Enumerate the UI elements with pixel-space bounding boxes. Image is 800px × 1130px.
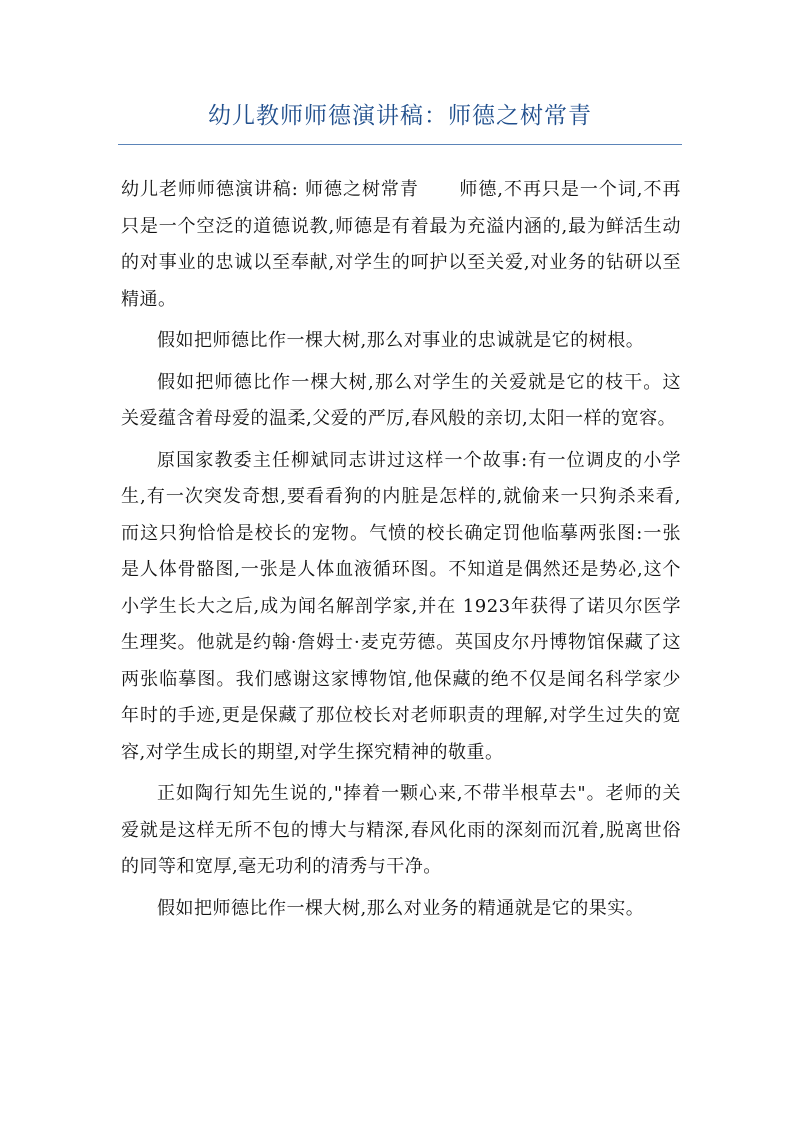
paragraph-1 [121, 172, 681, 318]
paragraph-2: 假如把师德比作一棵大树,那么对事业的忠诚就是它的树根。 [157, 330, 645, 351]
intro-heading: 幼儿老师师德演讲稿: 师德之树常青 [121, 179, 419, 200]
title-underline [118, 144, 682, 145]
paragraph-5: 正如陶行知先生说的,"捧着一颗心来,不带半根草去"。老师的关爱就是这样无所不包的博大与精深,春风化雨的深刻而沉着,脱离世俗的同等和宽厚,毫无功利的清秀与干净。 [121, 783, 681, 877]
paragraph-1-text: 师德,不再只是一个词,不再只是一个空泛的道德说教,师德是有着最为充溢内涵的,最为鲜活生动的对事业的忠诚以至奉献,对学生的呵护以至关爱,对业务的钻研以至精通。 [121, 179, 681, 310]
paragraph-3: 假如把师德比作一棵大树,那么对学生的关爱就是它的枝干。这关爱蕴含着母爱的温柔,父爱的严厉,春风般的亲切,太阳一样的宽容。 [121, 371, 681, 429]
paragraph-6: 假如把师德比作一棵大树,那么对业务的精通就是它的果实。 [157, 897, 645, 919]
paragraph-4: 原国家教委主任柳斌同志讲过这样一个故事:有一位调皮的小学生,有一次突发奇想,要看看狗的内脏是怎样的,就偷来一只狗杀来看,而这只狗恰恰是校长的宠物。气愤的校长确定罚他临摹两张图:一张是人体骨骼图,一张是人体血液循环图。不知道是偶然还是势必,这个小学生长大之后,成为闻名解剖学家,并在 1923年获得了诺贝尔医学生理奖。他就是约翰·詹姆士·麦克劳德。英国皮尔丹博物馆保藏了这两张临摹图。我们感谢这家博物馆,他保藏的绝不仅是闻名科学家少年时的手迹,更是保藏了那位校长对老师职责的理解,对学生过失的宽容,对学生成长的期望,对学生探究精神的敬重。 [121, 449, 681, 763]
document-body [121, 172, 681, 932]
document-title: 幼儿教师师德演讲稿：师德之树常青 [208, 103, 592, 129]
